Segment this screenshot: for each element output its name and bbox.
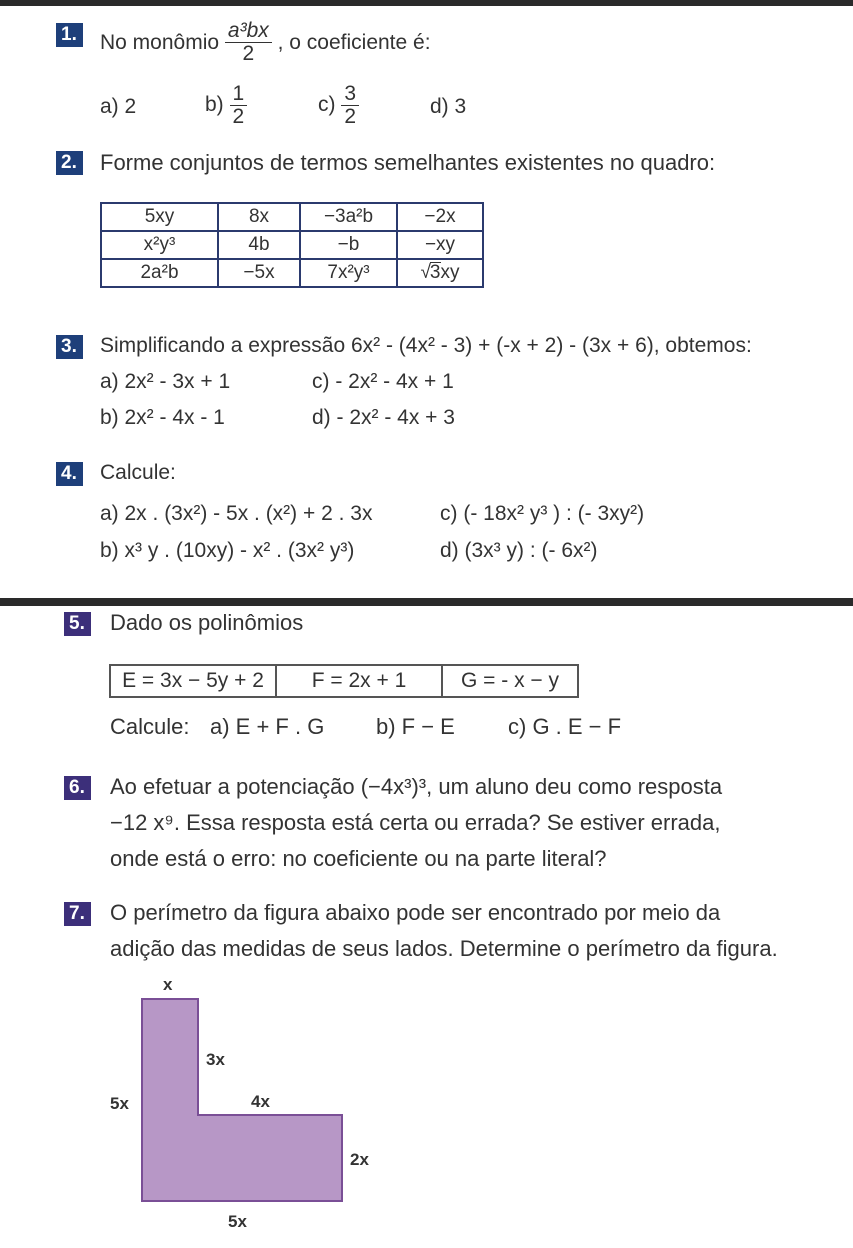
q3-option-b: b) 2x² - 4x - 1	[100, 406, 225, 429]
q1-option-b-num: 1	[230, 83, 248, 106]
polynomial-f: F = 2x + 1	[275, 666, 441, 696]
q5-item-a: a) E + F . G	[210, 714, 325, 739]
question-3-statement: Simplificando a expressão 6x² - (4x² - 3) + (-x + 2) - (3x + 6), obtemos:	[100, 334, 752, 357]
question-5-statement: Dado os polinômios	[110, 610, 304, 635]
q1-suffix: , o coeficiente é:	[277, 31, 431, 55]
q6-line-3: onde está o erro: no coeficiente ou na parte literal?	[110, 846, 607, 871]
polynomial-e: E = 3x − 5y + 2	[122, 669, 264, 692]
table-cell: −5x	[218, 259, 300, 287]
label-inner-4x: 4x	[251, 1092, 270, 1111]
q5-calc-label: Calcule:	[110, 714, 190, 739]
q1-option-b-den: 2	[232, 105, 245, 129]
question-number-2: 2.	[56, 151, 83, 175]
q7-line-2: adição das medidas de seus lados. Determine o perímetro da figura.	[110, 936, 778, 961]
label-top-x: x	[163, 975, 173, 994]
q1-option-d: d) 3	[430, 95, 467, 118]
table-cell: x²y³	[101, 231, 218, 259]
table-cell: −3a²b	[300, 203, 397, 231]
q1-option-a: a) 2	[100, 95, 137, 118]
l-shape-polygon	[142, 999, 342, 1201]
table-cell: −xy	[397, 231, 483, 259]
table-cell: 8x	[218, 203, 300, 231]
q3-option-c: c) - 2x² - 4x + 1	[312, 370, 454, 393]
question-number-1: 1.	[56, 23, 83, 47]
table-cell: 4b	[218, 231, 300, 259]
polynomial-g: G = - x − y	[441, 666, 577, 696]
sqrt-symbol: √	[420, 262, 431, 283]
question-number-4: 4.	[56, 462, 83, 486]
label-inner-3x: 3x	[206, 1050, 225, 1069]
table-cell: 7x²y³	[300, 259, 397, 287]
q4-option-a: a) 2x . (3x²) - 5x . (x²) + 2 . 3x	[100, 502, 373, 525]
q3-option-a: a) 2x² - 3x + 1	[100, 370, 231, 393]
label-left-5x: 5x	[110, 1094, 129, 1113]
sqrt-radicand: 3	[429, 262, 441, 283]
q1-option-c-label: c)	[318, 93, 336, 117]
q4-option-c: c) (- 18x² y³ ) : (- 3xy²)	[440, 502, 645, 525]
q6-line-1: Ao efetuar a potenciação (−4x³)³, um aluno deu como resposta	[110, 774, 723, 799]
q1-option-c-num: 3	[341, 83, 359, 106]
question-number-7: 7.	[64, 902, 91, 926]
q1-frac-numerator: a³bx	[225, 20, 272, 43]
label-bottom-5x: 5x	[228, 1212, 247, 1231]
q1-option-c-den: 2	[344, 105, 357, 129]
table-cell: −b	[300, 231, 397, 259]
q4-option-d: d) (3x³ y) : (- 6x²)	[440, 539, 598, 562]
question-4-statement: Calcule:	[100, 461, 176, 484]
q4-option-b: b) x³ y . (10xy) - x² . (3x² y³)	[100, 539, 355, 562]
q6-line-2: −12 x⁹. Essa resposta está certa ou errada? Se estiver errada,	[110, 810, 721, 835]
question-number-5: 5.	[64, 612, 91, 636]
q1-option-b-label: b)	[205, 93, 224, 117]
question-2-statement: Forme conjuntos de termos semelhantes existentes no quadro:	[100, 150, 716, 175]
q5-item-c: c) G . E − F	[508, 714, 622, 739]
q7-line-1: O perímetro da figura abaixo pode ser encontrado por meio da	[110, 900, 721, 925]
q5-item-b: b) F − E	[376, 714, 455, 739]
q1-frac-denominator: 2	[242, 42, 255, 66]
table-cell: 2a²b	[101, 259, 218, 287]
q1-prefix: No monômio	[100, 31, 220, 55]
table-cell: −2x	[397, 203, 483, 231]
label-right-2x: 2x	[350, 1150, 369, 1169]
question-number-3: 3.	[56, 335, 83, 359]
question-number-6: 6.	[64, 776, 91, 800]
table-cell: 5xy	[101, 203, 218, 231]
q3-option-d: d) - 2x² - 4x + 3	[312, 406, 455, 429]
sqrt-suffix: xy	[440, 262, 460, 283]
